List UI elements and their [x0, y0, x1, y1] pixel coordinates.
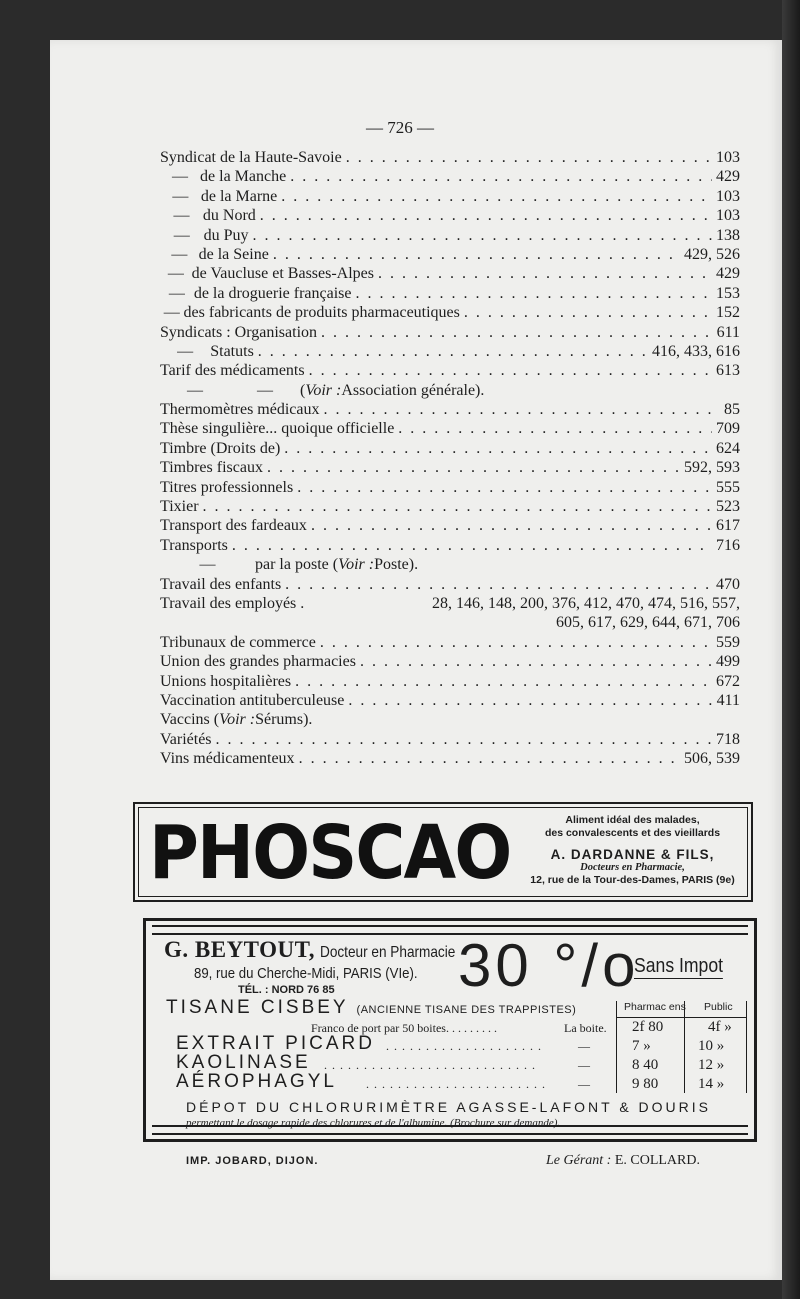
index-term: Variétés: [160, 730, 212, 748]
index-row: [160, 516, 740, 535]
page-number: — 726 —: [366, 118, 434, 137]
index-term: de la droguerie française: [193, 284, 352, 302]
index-term: Thèse singulière... quoique officielle: [160, 420, 395, 438]
product-name: AÉROPHAGYL: [176, 1071, 337, 1092]
index-list: [160, 148, 740, 769]
price-public: 12 »: [698, 1057, 725, 1073]
index-row: [160, 730, 740, 749]
index-term: Tixier: [160, 498, 199, 516]
index-term: Transports: [160, 536, 228, 554]
ditto-dash: —: [168, 284, 185, 302]
index-pages: 613: [716, 362, 740, 380]
index-row: [160, 691, 740, 710]
permettant-note: permettant le dosage rapide des chlorures et de l'albumine. (Brochure sur demande).: [186, 1117, 561, 1129]
index-term: de la Manche: [200, 168, 287, 186]
beytout-telephone: TÉL. : NORD 76 85: [238, 984, 335, 996]
price-pharmacien: 7 »: [632, 1038, 651, 1054]
index-term: Sérums).: [255, 711, 313, 729]
gerant-line: [546, 1153, 700, 1169]
index-term: Transport des fardeaux: [160, 517, 307, 535]
index-row: [160, 226, 740, 245]
product-name: KAOLINASE: [176, 1052, 311, 1073]
index-pages: 499: [716, 653, 740, 671]
index-term: Tribunaux de commerce: [160, 633, 316, 651]
ditto-dash: —: [257, 381, 273, 399]
index-row: [160, 361, 740, 380]
voir-label: Voir :: [338, 556, 375, 574]
index-pages: 605, 617, 629, 644, 671, 706: [556, 614, 740, 632]
index-pages: 555: [716, 478, 740, 496]
index-term: Vaccination antituberculeuse: [160, 691, 345, 709]
leader-dots: [258, 342, 648, 361]
index-term: par la poste (: [255, 556, 339, 574]
gerant-name: E. COLLARD.: [614, 1153, 700, 1168]
leader-dots: [216, 730, 712, 749]
index-term: de Vaucluse et Basses-Alpes: [191, 265, 374, 283]
table-header-rule: [616, 1017, 746, 1018]
beytout-header: [164, 937, 479, 963]
index-row: [160, 594, 740, 613]
dash-mark: —: [578, 1077, 591, 1091]
voir-label: Voir :: [219, 711, 256, 729]
ditto-dash: —: [171, 245, 188, 263]
index-row: [160, 672, 740, 691]
ditto-dash: —: [173, 226, 190, 244]
depot-line: DÉPOT DU CHLORURIMÈTRE AGASSE-LAFONT & DOURIS: [186, 1099, 711, 1115]
tisane-name: TISANE CISBEY: [166, 997, 349, 1018]
index-row: [160, 575, 740, 594]
phoscao-details: [520, 814, 745, 887]
index-pages: 85: [724, 401, 740, 419]
column-public: Public: [704, 1001, 733, 1013]
price-public: 14 »: [698, 1076, 725, 1092]
index-term: Travail des employés .: [160, 594, 305, 612]
index-row: [160, 458, 740, 477]
index-row: [160, 497, 740, 516]
beytout-address: 89, rue du Cherche-Midi, PARIS (VIe).: [194, 965, 418, 982]
index-term: Association générale).: [341, 381, 485, 399]
column-pharmaciens: Pharmac ens: [624, 1001, 686, 1013]
index-row: [160, 303, 740, 322]
leader-dots: [398, 419, 712, 438]
ditto-dash: —: [163, 304, 180, 322]
leader-dots: [232, 536, 712, 555]
tisane-note: (ANCIENNE TISANE DES TRAPPISTES): [356, 1004, 577, 1016]
phoscao-brand: PHOSCAO: [149, 810, 511, 896]
leader-dots: [348, 691, 712, 710]
index-row: [160, 710, 740, 729]
beytout-sans-impot: Sans Impot: [634, 955, 724, 977]
phoscao-doctors: Docteurs en Pharmacie,: [580, 862, 685, 873]
leader-dots: [260, 206, 712, 225]
index-term: de la Marne: [200, 187, 278, 205]
beytout-discount: 30 °/o: [458, 932, 640, 999]
index-row: [160, 419, 740, 438]
index-row: [160, 342, 740, 361]
index-row: [160, 536, 740, 555]
beytout-title: Docteur en Pharmacie: [320, 944, 456, 961]
ditto-dash: —: [172, 168, 188, 186]
index-pages: 617: [716, 517, 740, 535]
index-row: [160, 613, 740, 632]
index-row: [160, 439, 740, 458]
index-pages: 411: [716, 691, 740, 709]
index-term: du Puy: [203, 226, 249, 244]
index-pages: 718: [716, 730, 740, 748]
leader-dots: [285, 575, 712, 594]
franco-note: Franco de port par 50 boites. . . . . . . . .: [311, 1021, 497, 1035]
index-pages: 523: [716, 498, 740, 516]
leader-dots: [281, 187, 712, 206]
index-pages: 103: [716, 149, 740, 166]
index-pages: 429: [716, 265, 740, 283]
leader-dots: [324, 400, 721, 419]
leader-dots: [273, 245, 680, 264]
index-term: du Nord: [202, 207, 256, 225]
leader-dots: [378, 264, 712, 283]
index-row: [160, 323, 740, 342]
price-pharmacien: 8 40: [632, 1057, 659, 1073]
phoscao-tagline-1: Aliment idéal des malades,: [565, 814, 700, 826]
index-row: [160, 555, 740, 574]
price-public: 10 »: [698, 1038, 725, 1054]
leader-dots: . . . . . . . . . . . . . . . . . . . . . . .: [366, 1077, 546, 1091]
leader-dots: [360, 652, 712, 671]
index-pages: 152: [716, 304, 740, 322]
leader-dots: . . . . . . . . . . . . . . . . . . . .: [386, 1039, 542, 1053]
index-term: Timbres fiscaux: [160, 459, 263, 477]
leader-dots: [295, 672, 712, 691]
leader-dots: [311, 516, 712, 535]
beytout-name: G. BEYTOUT,: [164, 937, 315, 962]
index-row: [160, 749, 740, 768]
index-pages: 103: [716, 207, 740, 225]
phoscao-address: 12, rue de la Tour-des-Dames, PARIS (9e): [530, 874, 735, 886]
leader-dots: [297, 478, 712, 497]
ditto-dash: —: [173, 207, 190, 225]
index-term: Vaccins (: [160, 711, 220, 729]
index-pages: 429: [716, 168, 740, 186]
index-term: Unions hospitalières: [160, 672, 292, 690]
index-pages: 138: [716, 226, 740, 244]
binding-gutter: [782, 0, 800, 1299]
leader-dots: [299, 749, 680, 768]
index-row: [160, 478, 740, 497]
ditto-dash: —: [199, 556, 216, 574]
leader-dots: [284, 439, 712, 458]
index-row: [160, 284, 740, 303]
index-pages: 611: [716, 323, 740, 341]
index-pages: 506, 539: [684, 750, 740, 768]
gerant-label: Le Gérant :: [546, 1153, 612, 1168]
leader-dots: . . . . . . . . . . . . . . . . . . . . . . . . . . .: [324, 1058, 536, 1072]
leader-dots: [309, 361, 712, 380]
table-divider-right: [746, 1001, 747, 1093]
index-term: Syndicat de la Haute-Savoie: [160, 149, 342, 166]
index-term: de la Seine: [198, 245, 269, 263]
tisane-line: [166, 997, 576, 1019]
phoscao-company: A. DARDANNE & FILS,: [550, 847, 715, 862]
beytout-advertisement: [143, 918, 757, 1142]
index-pages: 624: [716, 439, 740, 457]
index-pages: 103: [716, 187, 740, 205]
index-term: Poste).: [374, 556, 419, 574]
index-row: [160, 148, 740, 167]
index-pages: 559: [716, 633, 740, 651]
phoscao-advertisement: [133, 802, 753, 902]
leader-dots: [356, 284, 713, 303]
index-term: (: [300, 381, 306, 399]
index-pages: 153: [716, 284, 740, 302]
leader-dots: [321, 323, 713, 342]
index-term: Statuts: [210, 342, 254, 360]
index-term: Timbre (Droits de): [160, 439, 281, 457]
voir-label: Voir :: [305, 381, 342, 399]
chain-border-top: [152, 925, 748, 935]
index-pages: 672: [716, 672, 740, 690]
price-pharmacien: 9 80: [632, 1076, 659, 1092]
leader-dots: [203, 497, 712, 516]
dash-mark: —: [578, 1039, 591, 1053]
leader-dots: [320, 633, 712, 652]
index-row: [160, 264, 740, 283]
index-term: Union des grandes pharmacies: [160, 653, 356, 671]
leader-dots: [290, 167, 712, 186]
index-term: Thermomètres médicaux: [160, 401, 320, 419]
la-boite-label: La boite.: [564, 1021, 607, 1035]
index-term: Titres professionnels: [160, 478, 294, 496]
index-term: Syndicats : Organisation: [160, 323, 318, 341]
index-term: Vins médicamenteux: [160, 750, 295, 768]
ditto-dash: —: [172, 187, 189, 205]
index-row: [160, 187, 740, 206]
leader-dots: [464, 303, 712, 322]
index-term: Tarif des médicaments: [160, 362, 305, 380]
printer-credit: IMP. JOBARD, DIJON.: [186, 1155, 319, 1167]
index-pages: 709: [716, 420, 740, 438]
index-row: [160, 400, 740, 419]
index-row: [160, 652, 740, 671]
ditto-dash: —: [167, 265, 184, 283]
index-row: [160, 167, 740, 186]
ditto-dash: —: [177, 342, 194, 360]
index-term: des fabricants de produits pharmaceutiques: [183, 304, 460, 322]
index-pages: 28, 146, 148, 200, 376, 412, 470, 474, 516, 557,: [432, 594, 740, 612]
table-divider-mid: [684, 1001, 685, 1093]
index-pages: 716: [716, 536, 740, 554]
index-pages: 429, 526: [684, 245, 740, 263]
index-pages: 470: [716, 575, 740, 593]
price-public: 4f »: [708, 1019, 732, 1035]
product-name: EXTRAIT PICARD: [176, 1033, 375, 1054]
leader-dots: [267, 458, 680, 477]
dash-mark: —: [578, 1058, 591, 1072]
index-row: [160, 633, 740, 652]
price-pharmacien: 2f 80: [632, 1019, 664, 1035]
leader-dots: [346, 148, 712, 167]
index-row: [160, 245, 740, 264]
index-row: [160, 206, 740, 225]
index-row: [160, 381, 740, 400]
index-pages: 592, 593: [684, 459, 740, 477]
leader-dots: [252, 226, 712, 245]
phoscao-tagline-2: des convalescents et des vieillards: [544, 827, 721, 839]
index-pages: 416, 433, 616: [652, 342, 740, 360]
ditto-dash: —: [187, 381, 203, 399]
index-term: Travail des enfants: [160, 575, 282, 593]
table-divider-left: [616, 1001, 617, 1093]
